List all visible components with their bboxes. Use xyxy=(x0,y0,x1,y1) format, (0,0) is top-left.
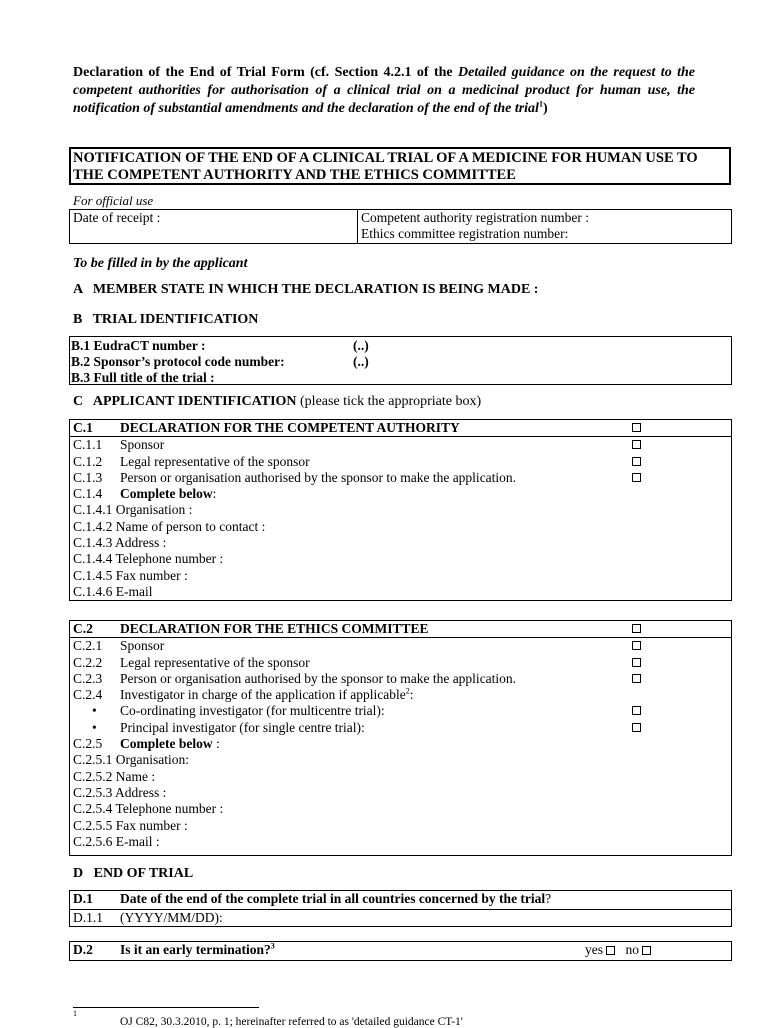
bullet-icon: • xyxy=(92,719,97,735)
c1-item-row: C.1.1 Sponsor xyxy=(70,437,731,453)
section-d-title: D END OF TRIAL xyxy=(73,866,194,881)
c2-complete-row: C.2.5 Complete below : xyxy=(73,736,220,752)
c1-item-row: C.1.2 Legal representative of the sponsor xyxy=(70,454,731,470)
ca-registration-field[interactable]: Competent authority registration number : xyxy=(361,210,589,225)
bullet-icon: • xyxy=(92,703,97,719)
registration-numbers-cell xyxy=(358,210,732,244)
c1-field-telephone[interactable]: C.1.4.4 Telephone number : xyxy=(73,551,224,567)
c2-field-organisation[interactable]: C.2.5.1 Organisation: xyxy=(73,752,189,768)
d2-row: D.2 Is it an early termination?$^3$ yes no xyxy=(70,942,731,958)
c2-field-name[interactable]: C.2.5.2 Name : xyxy=(73,768,156,784)
c2-item-row: C.2.1 Sponsor xyxy=(70,638,731,654)
c1-1-checkbox[interactable] xyxy=(632,440,641,449)
c2-field-address[interactable]: C.2.5.3 Address : xyxy=(73,784,167,800)
intro-paragraph: Declaration of the End of Trial Form (cf. Section 4.2.1 of the Detailed guidance on the request to the competent authorities for authorisation of a clinical trial on a medicinal product for human use, the notification of substantial amendments and the declaration of the end of the trial$^1$) xyxy=(73,65,695,116)
protocol-code-row[interactable]: B.2 Sponsor’s protocol code number: (..) xyxy=(71,354,369,369)
official-use-label: For official use xyxy=(73,193,154,208)
eudract-row[interactable]: B.1 EudraCT number : (..) xyxy=(71,338,369,353)
official-use-table xyxy=(69,209,732,244)
principal-investigator-checkbox[interactable] xyxy=(632,723,641,732)
date-of-receipt-field[interactable]: Date of receipt : xyxy=(70,210,358,244)
section-b-title: B TRIAL IDENTIFICATION xyxy=(73,312,259,327)
trial-identification-box xyxy=(69,336,732,385)
c1-3-checkbox[interactable] xyxy=(632,473,641,482)
c2-field-telephone[interactable]: C.2.5.4 Telephone number : xyxy=(73,801,224,817)
c1-item-row: C.1.3 Person or organisation authorised by the sponsor to make the application. xyxy=(70,470,731,486)
c2-1-checkbox[interactable] xyxy=(632,641,641,650)
c2-field-fax[interactable]: C.2.5.5 Fax number : xyxy=(73,817,188,833)
c2-header-row: C.2 DECLARATION FOR THE ETHICS COMMITTEE xyxy=(70,621,731,638)
c2-bullet-row: • Co-ordinating investigator (for multicentre trial): xyxy=(70,703,731,719)
footnote-ref-1: 1 xyxy=(538,99,543,109)
applicant-heading: To be filled in by the applicant xyxy=(73,256,248,271)
c1-complete-row: C.1.4 Complete below: xyxy=(73,486,217,502)
full-title-row[interactable]: B.3 Full title of the trial : xyxy=(71,370,215,385)
section-a-title: A MEMBER STATE IN WHICH THE DECLARATION IS BEING MADE : xyxy=(73,282,539,297)
c1-field-organisation[interactable]: C.1.4.1 Organisation : xyxy=(73,502,193,518)
c2-checkbox[interactable] xyxy=(632,624,641,633)
c1-declaration-box xyxy=(69,419,732,601)
yes-checkbox[interactable] xyxy=(606,946,615,955)
section-c-title: C APPLICANT IDENTIFICATION (please tick the appropriate box) xyxy=(73,394,482,409)
ec-registration-field[interactable]: Ethics committee registration number: xyxy=(361,226,569,242)
c1-field-email[interactable]: C.1.4.6 E-mail xyxy=(73,583,153,599)
c1-field-contact[interactable]: C.1.4.2 Name of person to contact : xyxy=(73,518,266,534)
c1-header-row: C.1 DECLARATION FOR THE COMPETENT AUTHORITY xyxy=(70,420,731,437)
c1-field-fax[interactable]: C.1.4.5 Fax number : xyxy=(73,567,188,583)
c2-item-row: C.2.2 Legal representative of the sponsor xyxy=(70,655,731,671)
d1-header-row: D.1 Date of the end of the complete trial in all countries concerned by the trial? xyxy=(70,891,731,910)
no-checkbox[interactable] xyxy=(642,946,651,955)
notification-title: NOTIFICATION OF THE END OF A CLINICAL TRIAL OF A MEDICINE FOR HUMAN USE TO THE COMPETENT AUTHORITY AND THE ETHICS COMMITTEE xyxy=(69,147,731,185)
c2-bullet-row: • Principal investigator (for single centre trial): xyxy=(70,720,731,736)
footnote-1: $^1$ OJ C82, 30.3.2010, p. 1; hereinafter referred to as 'detailed guidance CT-1' xyxy=(73,1009,463,1028)
c1-2-checkbox[interactable] xyxy=(632,457,641,466)
c2-investigator-row: C.2.4 Investigator in charge of the application if applicable$^2$: xyxy=(73,686,414,703)
early-termination-choice: yes no xyxy=(585,942,651,958)
c2-3-checkbox[interactable] xyxy=(632,674,641,683)
d1-box xyxy=(69,890,732,927)
d1-date-field[interactable]: D.1.1 (YYYY/MM/DD): xyxy=(73,910,223,925)
c2-declaration-box xyxy=(69,620,732,856)
c1-field-address[interactable]: C.1.4.3 Address : xyxy=(73,535,167,551)
c2-item-row: C.2.3 Person or organisation authorised by the sponsor to make the application. xyxy=(70,671,731,687)
d2-box xyxy=(69,941,732,961)
c2-2-checkbox[interactable] xyxy=(632,658,641,667)
footnote-divider xyxy=(73,1007,259,1008)
c1-checkbox[interactable] xyxy=(632,423,641,432)
coordinating-investigator-checkbox[interactable] xyxy=(632,706,641,715)
c2-field-email[interactable]: C.2.5.6 E-mail : xyxy=(73,833,160,849)
